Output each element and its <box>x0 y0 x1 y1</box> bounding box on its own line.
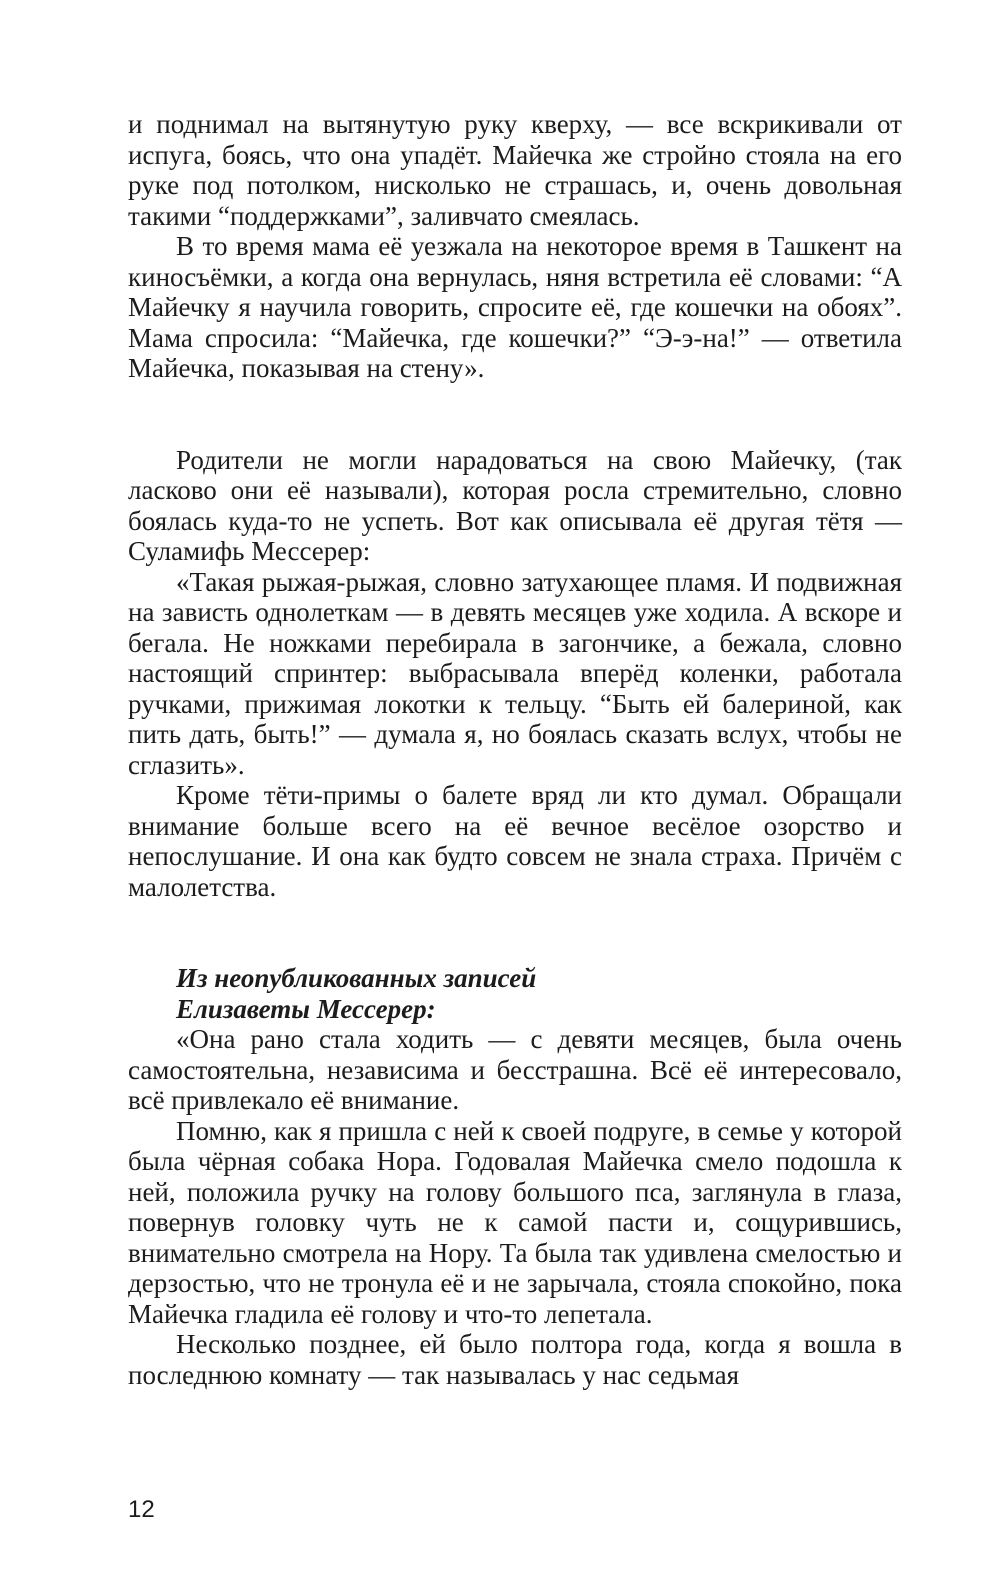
paragraph: Помню, как я пришла с ней к своей подруге, в семье у которой была чёрная собака Нора. Годовалая Майечка смело подошла к ней, положила ручку на голову большого пса, заглянула в глаза, повернув головку чуть не к самой пасти и, сощурившись, внимательно смотрела на Нору. Та была так удивлена смелостью и дерзостью, что не тронула её и не зарычала, стояла спокойно, пока Майечка гладила её голову и что-то лепетала. <box>128 1115 902 1329</box>
paragraph: В то время мама её уезжала на некоторое время в Ташкент на киносъёмки, а когда она вернулась, няня встретила её словами: “А Майечку я научила говорить, спросите её, где кошечки на обоях”. Мама спросила: “Майечка, где кошечки?” “Э-э-на!” — ответила Майечка, показывая на стену». <box>128 231 902 383</box>
section-break <box>128 902 902 963</box>
quote-paragraph: «Такая рыжая-рыжая, словно затухающее пламя. И подвижная на зависть однолеткам — в девять месяцев уже ходила. А вскоре и бегала. Не ножками перебирала в загончике, а бежала, словно настоящий спринтер: выбрасывала вперёд коленки, работала ручками, прижимая локотки к тельцу. “Быть ей балериной, как пить дать, быть!” — думала я, но боялась сказать вслух, чтобы не сглазить». <box>128 566 902 780</box>
text-block <box>128 109 902 1390</box>
section-heading-line-2: Елизаветы Мессерер: <box>176 993 436 1024</box>
quote-paragraph: «Она рано стала ходить — с девяти месяцев, была очень самостоятельна, независима и бесстрашна. Всё её интересовало, всё привлекало её внимание. <box>128 1024 902 1115</box>
section-heading-line-1: Из неопубликованных записей <box>176 963 537 993</box>
page-number: 12 <box>128 1496 155 1523</box>
paragraph: Родители не могли нарадоваться на свою Майечку, (так ласково они её называли), которая росла стремительно, словно боялась куда-то не успеть. Вот как описывала её другая тётя — Суламифь Мессерер: <box>128 444 902 566</box>
paragraph: Несколько позднее, ей было полтора года, когда я вошла в последнюю комнату — так называлась у нас седьмая <box>128 1329 902 1390</box>
paragraph: Кроме тёти-примы о балете вряд ли кто думал. Обращали внимание больше всего на её вечное весёлое озорство и непослушание. И она как будто совсем не знала страха. Причём с малолетства. <box>128 780 902 902</box>
section-break <box>128 384 902 445</box>
paragraph: и поднимал на вытянутую руку кверху, — все вскрикивали от испуга, боясь, что она упадёт. Майечка же стройно стояла на его руке под потолком, нисколько не страшась, и, очень довольная такими “поддержками”, заливчато смеялась. <box>128 109 902 231</box>
